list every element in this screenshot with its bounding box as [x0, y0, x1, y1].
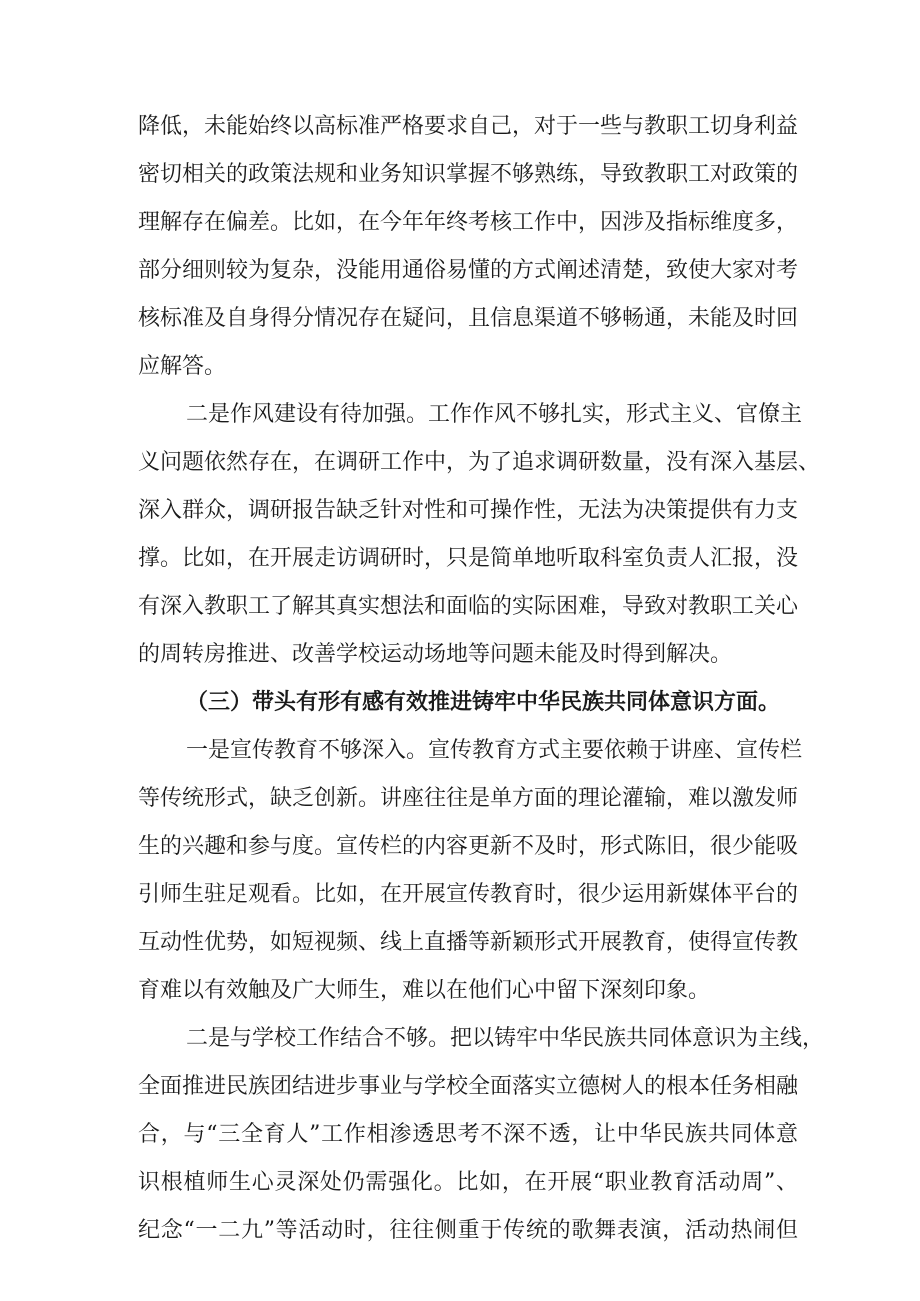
text-line: 核标准及自身得分情况存在疑问，且信息渠道不够畅通，未能及时回: [138, 306, 799, 331]
paragraph-first-line: 二是与学校工作结合不够。把以铸牢中华民族共同体意识为主线，: [186, 1026, 825, 1051]
text-line: 有深入教职工了解其真实想法和面临的实际困难，导致对教职工关心: [138, 594, 799, 619]
paragraph-first-line: 一是宣传教育不够深入。宣传教育方式主要依赖于讲座、宣传栏: [186, 738, 803, 763]
text-line: 合，与“三全育人”工作相渗透思考不深不透，让中华民族共同体意: [138, 1122, 798, 1147]
text-line: 密切相关的政策法规和业务知识掌握不够熟练，导致教职工对政策的: [138, 162, 799, 187]
text-line: 义问题依然存在，在调研工作中，为了追求调研数量，没有深入基层、: [138, 450, 821, 475]
text-line: 互动性优势，如短视频、线上直播等新颖形式开展教育，使得宣传教: [138, 930, 799, 955]
section-heading: （三）带头有形有感有效推进铸牢中华民族共同体意识方面。: [186, 690, 781, 715]
text-line: 的周转房推进、改善学校运动场地等问题未能及时得到解决。: [138, 642, 733, 667]
text-line: 育难以有效触及广大师生，难以在他们心中留下深刻印象。: [138, 978, 711, 1003]
text-line: 深入群众，调研报告缺乏针对性和可操作性，无法为决策提供有力支: [138, 498, 799, 523]
paragraph-first-line: 二是作风建设有待加强。工作作风不够扎实，形式主义、官僚主: [186, 402, 803, 427]
text-line: 部分细则较为复杂，没能用通俗易懂的方式阐述清楚，致使大家对考: [138, 258, 799, 283]
text-line: 纪念“一二九”等活动时，往往侧重于传统的歌舞表演，活动热闹但: [138, 1218, 798, 1243]
text-line: 应解答。: [138, 354, 227, 379]
text-line: 引师生驻足观看。比如，在开展宣传教育时，很少运用新媒体平台的: [138, 882, 799, 907]
text-line: 理解存在偏差。比如，在今年年终考核工作中，因涉及指标维度多，: [138, 210, 799, 235]
text-line: 识根植师生心灵深处仍需强化。比如，在开展“职业教育活动周”、: [138, 1170, 798, 1195]
text-line: 全面推进民族团结进步事业与学校全面落实立德树人的根本任务相融: [138, 1074, 799, 1099]
text-line: 撑。比如，在开展走访调研时，只是简单地听取科室负责人汇报，没: [138, 546, 799, 571]
text-line: 生的兴趣和参与度。宣传栏的内容更新不及时，形式陈旧，很少能吸: [138, 834, 799, 859]
text-line: 等传统形式，缺乏创新。讲座往往是单方面的理论灌输，难以激发师: [138, 786, 799, 811]
text-line: 降低，未能始终以高标准严格要求自己，对于一些与教职工切身利益: [138, 114, 799, 139]
